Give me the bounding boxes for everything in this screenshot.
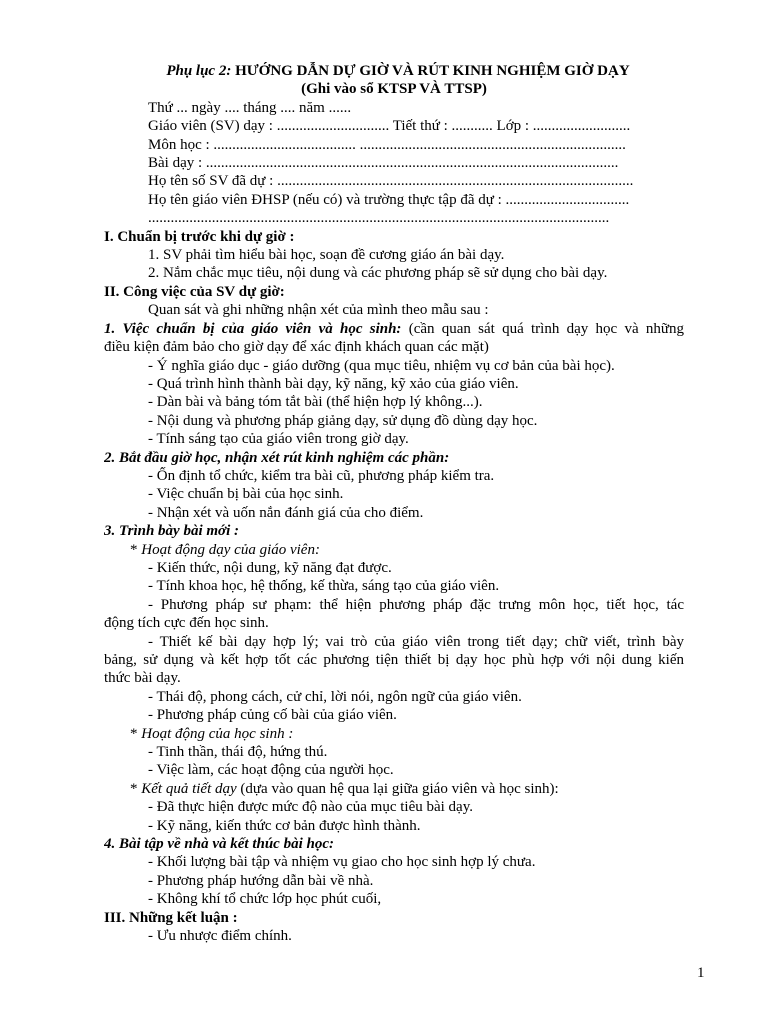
list-item: - Khối lượng bài tập và nhiệm vụ giao cho học sinh hợp lý chưa.	[148, 854, 536, 871]
list-item: - Việc chuẩn bị bài của học sinh.	[148, 486, 344, 503]
part-1-note-cont: điều kiện đảm bảo cho giờ dạy để xác định khách quan các mặt)	[104, 339, 489, 356]
list-item: - Phương pháp hướng dẫn bài về nhà.	[148, 872, 374, 889]
form-students: Họ tên số SV đã dự : ...............................................................................................	[148, 173, 634, 190]
document-title	[104, 62, 684, 80]
part-3-heading: 3. Trình bày bài mới :	[104, 523, 239, 540]
list-item: - Thái độ, phong cách, cử chỉ, lời nói, ngôn ngữ của giáo viên.	[148, 688, 522, 705]
form-teacher: Giáo viên (SV) dạy : .............................. Tiết thứ : ........... Lớp : ..........................	[148, 118, 631, 135]
list-item: - Nội dung và phương pháp giảng dạy, sử dụng đồ dùng dạy học.	[148, 412, 538, 429]
list-item: - Phương pháp sư phạm: thể hiện phương pháp đặc trưng môn học, tiết học, tác	[148, 596, 684, 613]
lesson-result-note: (dựa vào quan hệ qua lại giữa giáo viên và học sinh):	[236, 780, 559, 797]
section-1-heading: I. Chuẩn bị trước khi dự giờ :	[104, 228, 295, 245]
teacher-activity-label: * Hoạt động dạy của giáo viên:	[130, 541, 320, 558]
list-item: - Kiến thức, nội dung, kỹ năng đạt được.	[148, 559, 392, 576]
document-subtitle: (Ghi vào sổ KTSP VÀ TTSP)	[301, 81, 487, 98]
list-item-cont: bảng, sử dụng và kết hợp tốt các phương tiện thiết bị dạy học phù hợp với nội dung kiến	[104, 652, 684, 668]
student-activity-label: * Hoạt động của học sinh :	[130, 725, 294, 742]
list-item: - Tính khoa học, hệ thống, kế thừa, sáng tạo của giáo viên.	[148, 578, 500, 595]
form-blank-line: ...........................................................................................................................	[148, 210, 610, 227]
list-item: - Nhận xét và uốn nắn đánh giá của cho điểm.	[148, 504, 424, 521]
student-activity-text: Hoạt động của học sinh :	[141, 725, 294, 742]
section-3-heading: III. Những kết luận :	[104, 909, 238, 926]
part-2-heading: 2. Bắt đầu giờ học, nhận xét rút kinh nghiệm các phần:	[104, 449, 450, 466]
list-item: - Quá trình hình thành bài dạy, kỹ năng, kỹ xảo của giáo viên.	[148, 375, 519, 392]
list-item: - Kỹ năng, kiến thức cơ bản được hình thành.	[148, 817, 421, 834]
teacher-activity-text: Hoạt động dạy của giáo viên:	[141, 541, 320, 558]
list-item: - Không khí tổ chức lớp học phút cuối,	[148, 891, 382, 908]
document-body	[104, 62, 684, 946]
list-item-cont: thức bài dạy.	[104, 670, 181, 687]
form-date: Thứ ... ngày .... tháng .... năm ......	[148, 99, 352, 116]
list-item: - Ý nghĩa giáo dục - giáo dưỡng (qua mục tiêu, nhiệm vụ cơ bản của bài học).	[148, 357, 615, 374]
list-item: - Dàn bài và bảng tóm tắt bài (thể hiện hợp lý không...).	[148, 394, 483, 411]
list-item-cont: động tích cực đến học sinh.	[104, 615, 269, 632]
list-item: - Tính sáng tạo của giáo viên trong giờ dạy.	[148, 431, 409, 448]
lesson-result-label: * Kết quả tiết dạy (dựa vào quan hệ qua lại giữa giáo viên và học sinh):	[130, 780, 559, 797]
part-1-heading: 1. Việc chuẩn bị của giáo viên và học sinh:	[104, 320, 402, 337]
lesson-result-text: Kết quả tiết dạy	[141, 780, 237, 797]
section-2-heading: II. Công việc của SV dự giờ:	[104, 283, 285, 300]
part-4-heading: 4. Bài tập về nhà và kết thúc bài học:	[104, 836, 334, 853]
title-main: HƯỚNG DẪN DỰ GIỜ VÀ RÚT KINH NGHIỆM GIỜ DẠY	[231, 63, 630, 79]
title-prefix: Phụ lục 2:	[166, 63, 232, 79]
form-subject: Môn học : ...................................... .......................................................................	[148, 136, 626, 153]
list-item: - Tinh thần, thái độ, hứng thú.	[148, 744, 328, 761]
part-1-heading-line	[104, 320, 684, 338]
list-item: 2. Nắm chắc mục tiêu, nội dung và các phương pháp sẽ sử dụng cho bài dạy.	[148, 265, 608, 282]
section-2-intro: Quan sát và ghi những nhận xét của mình theo mẫu sau :	[148, 302, 489, 319]
form-lesson: Bài dạy : ..............................................................................................................	[148, 155, 619, 172]
list-item: - Đã thực hiện được mức độ nào của mục tiêu bài dạy.	[148, 799, 473, 816]
form-supervisor: Họ tên giáo viên ĐHSP (nếu có) và trường thực tập đã dự : .................................	[148, 191, 630, 208]
list-item: - Phương pháp củng cố bài của giáo viên.	[148, 707, 397, 724]
part-1-note: (cần quan sát quá trình dạy học và những	[401, 320, 684, 337]
list-item: - Thiết kế bài dạy hợp lý; vai trò của giáo viên trong tiết dạy; chữ viết, trình bày	[148, 633, 684, 650]
page-number: 1	[697, 965, 705, 981]
list-item: - Ổn định tổ chức, kiểm tra bài cũ, phương pháp kiểm tra.	[148, 467, 495, 484]
list-item: - Ưu nhược điểm chính.	[148, 928, 292, 945]
list-item: 1. SV phải tìm hiểu bài học, soạn đề cương giáo án bài dạy.	[148, 247, 505, 264]
list-item: - Việc làm, các hoạt động của người học.	[148, 762, 394, 779]
